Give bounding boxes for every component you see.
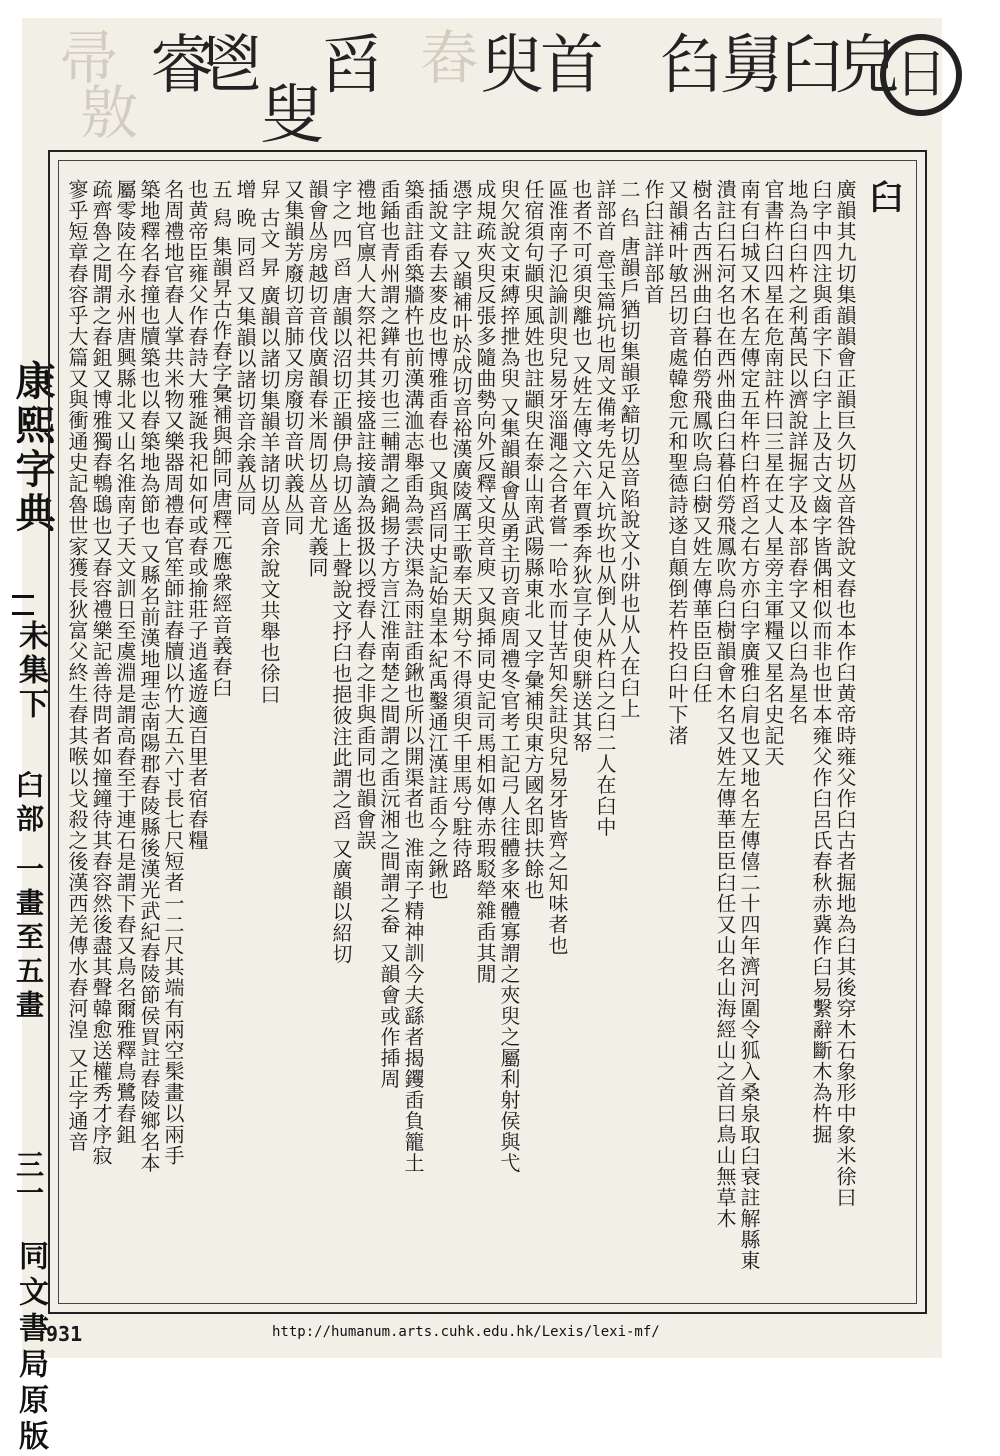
publisher-label: 同文書局原版: [13, 1240, 48, 1456]
text-frame: [48, 150, 927, 1314]
text-column: 廣韻其九切集韻韻會正韻巨久切丛音咎說文舂也本作臼黄帝時雍父作臼古者掘地為臼其後穿木石象形中象米徐曰: [833, 179, 857, 1208]
text-column: 字之 四 舀 唐韻以沼切正韻伊鳥切丛遙上聲說文抒臼也挹彼注此謂之舀 又廣韻以紹切: [329, 179, 353, 965]
text-column: 憑字註 又韻補叶於成切音裕漢廣陵厲王歌奉天期兮不得須臾千里馬兮駐待路: [449, 179, 473, 880]
text-column: 寥乎短章舂容乎大篇又與衝通史記魯世家獲長狄富父終生舂其喉以戈殺之後漢西羌傳水舂河湟 又正字通音: [65, 179, 89, 1153]
text-column: 舁 古文 昇 廣韻以諸切集韻羊諸切丛音余說文共舉也徐曰: [257, 179, 281, 706]
double-rule: [12, 595, 34, 615]
text-column: 韻會丛房越切音伐廣韻春米周切丛音尤義同: [305, 179, 329, 578]
text-column: 屬零陵在今永州唐興縣北又山名淮南子天文訓日至虞淵是謂高舂至于連石是謂下舂又鳥名爾雅釋鳥鷺舂鉏: [113, 179, 137, 1145]
seal-glyph: 睿: [150, 29, 214, 103]
text-column: 樹名古西洲曲臼暮伯勞飛鳳吹烏臼樹又姓左傳華臣臣臼任: [689, 179, 713, 704]
seal-glyph: 臼: [780, 29, 844, 103]
radical-label: 臼部 一畫至五畫: [12, 770, 45, 1024]
text-column: 詳部首 意玉篇坑也周文備考先足入坑坎也从倒人从杵臼之臼二人在臼中: [593, 179, 617, 838]
margin-column: [0, 150, 56, 1456]
text-column: 名周禮地官舂人掌共米物又樂器周禮春官笙師註舂牘以竹大五六寸長七尺短者一二尺其端有兩空髤畫以兩手: [161, 179, 185, 1166]
seal-glyph: 叟: [260, 79, 324, 153]
text-column: 地為臼臼杵之利萬民以濟說詳掘字及本部舂字又以臼為星名: [785, 179, 809, 725]
text-column: 築地釋名舂撞也牘築也以舂築地為節也 又縣名前漢地理志南陽郡舂陵縣後漢光武紀舂陵節侯買註舂陵鄉名本: [137, 179, 161, 1174]
text-column: 增 晩 同舀 又集韻以諸切音余義丛同: [233, 179, 257, 517]
text-column: 任宿須句顓臾風姓也註顓臾在泰山南武陽縣東北 又字彙補臾東方國名即扶餘也: [521, 179, 545, 901]
text-column: 疏齊魯之閒謂之舂鉏又博雅獨舂鵯鴟也又舂容禮樂記善待問者如撞鐘待其舂容然後盡其聲韓愈送權秀才序寂: [89, 179, 113, 1166]
text-column: 臾欠說文束縛捽抴為臾 又集韻韻會丛勇主切音庾周禮冬官考工記弓人往體多來體寡謂之夾臾之屬利射侯與弋: [497, 179, 521, 1174]
seal-glyph: 首: [540, 29, 604, 103]
faint-seal-glyph: 舂: [420, 24, 479, 92]
text-column: 潰註臼石河名也在西州曲臼臼暮伯勞飛鳳吹烏臼樹韻會木名又姓左傳華臣臣臼任又山名山海經山之首曰鳥山無草木: [713, 179, 737, 1229]
seal-glyph: 臽: [660, 29, 724, 103]
text-frame-inner: [58, 160, 917, 1304]
volume-section: 未集下: [13, 620, 48, 722]
text-column: 區淮南子氾論訓臾兒易牙淄澠之合者嘗一哈水而甘苦知矣註臾兒易牙皆齊之知味者也: [545, 179, 569, 956]
seal-glyph: 舅: [720, 29, 784, 103]
text-column: 也者不可須臾離也 又姓左傳文六年賈季奔狄宣子使臾駢送其帑: [569, 179, 593, 754]
text-column: 二 臽 唐韻戶猶切集韻乎韽切丛音陷說文小阱也从人在臼上: [617, 179, 641, 719]
text-column: 五 舄 集韻昇古作舂字彙補與師同唐釋元應衆經音義舂臼: [209, 179, 233, 698]
text-column: 又集韻芳廢切音肺又房廢切音吠義丛同: [281, 179, 305, 536]
faint-seal-glyph: 敫: [80, 79, 139, 147]
text-column: 插說文春去麥皮也博雅臿舂也 又與舀同史記始皇本紀禹鑿通江漢註臿今之鍬也: [425, 179, 449, 901]
text-column: 築臿註臿築牆杵也前漢溝洫志舉臿為雲決渠為雨註臿鍬也所以開渠者也 淮南子精神訓今夫繇者揭钁臿負籠土: [401, 179, 425, 1174]
seal-glyph: 舀: [320, 29, 384, 103]
text-column: 又韻補叶敏呂切音處韓愈元和聖德詩遂自顛倒若杵投臼叶下渚: [665, 179, 689, 746]
text-column: 南有臼城又木名左傳定五年杵臼杵舀之右方亦臼字廣雅臼肩也又地名左傳僖二十四年濟河圍令狐入桑泉取臼衰註解縣東: [737, 179, 761, 1271]
text-column: 臿鍤也青州謂之鏵有刃也三輔謂之鍋揚子方言江淮南楚之間謂之臿沅湘之間謂之畚 又韻會或作揷周: [377, 179, 401, 1090]
page-number: 931: [46, 1322, 83, 1346]
text-column: 成規疏夾臾反張多隨曲勢向外反釋文臾音庾 又與揷同史記司馬相如傳赤瑕駁犖雜臿其閒: [473, 179, 497, 985]
seal-glyph: 臾: [480, 29, 544, 103]
text-column: 也黄帝臣雍父作舂詩大雅誕我祀如何或舂或揄莊子逍遙遊適百里者宿舂糧: [185, 179, 209, 851]
seal-glyph: 皃: [835, 29, 899, 103]
page-number-chinese: 三一: [12, 1150, 45, 1206]
text-column: 禮地官廪人大祭祀共其接盛註接讀為扱扱以授舂人舂之非與臿同也韻會誤: [353, 179, 377, 851]
text-column: 作臼註詳部首: [641, 179, 665, 305]
seal-script-header: [60, 24, 947, 153]
seal-glyph: 鬯: [200, 29, 264, 103]
text-column: 臼字中四注與臿字下臼字上及古文齒字皆偶相似而非也世本雍父作臼呂氏春秋赤冀作臼易繫辭斷木為杵掘: [809, 179, 833, 1145]
book-title: 康熙字典: [9, 360, 56, 536]
entry-head-character: 臼: [863, 179, 903, 214]
seal-glyph: 日: [880, 34, 962, 116]
source-url[interactable]: http://humanum.arts.cuhk.edu.hk/Lexis/lexi-mf/: [272, 1324, 660, 1340]
faint-seal-glyph: 帚: [60, 24, 119, 92]
text-column: 官書杵臼四星在危南註杵曰三星在丈人星旁主軍糧又星名史記天: [761, 179, 785, 767]
